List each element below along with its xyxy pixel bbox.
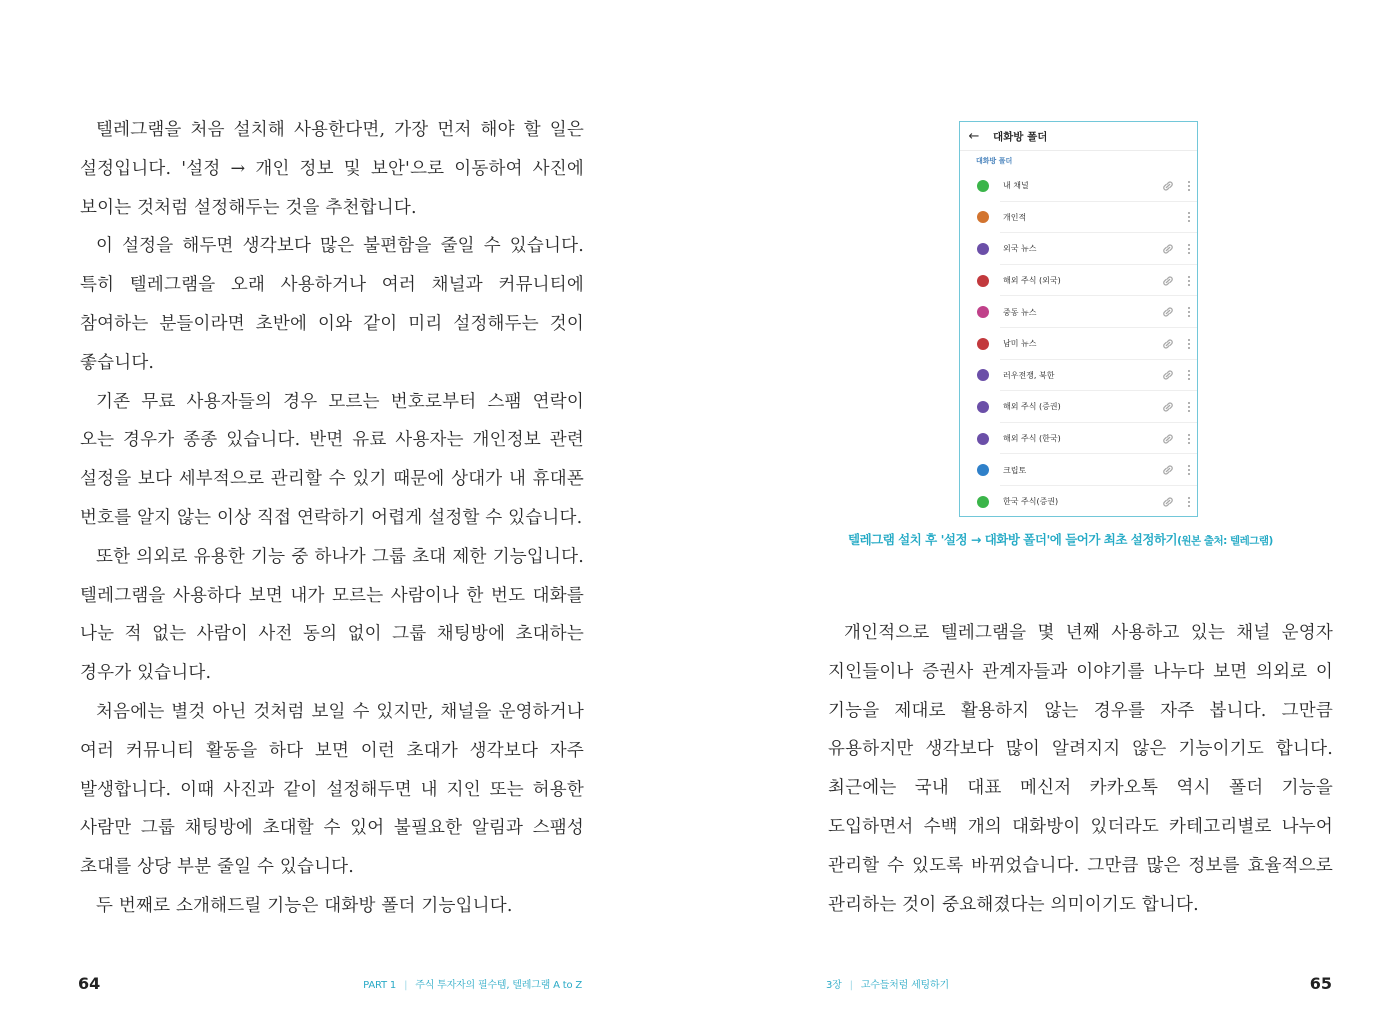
more-options-icon[interactable] xyxy=(1187,465,1190,475)
running-head-divider: | xyxy=(849,980,853,991)
folder-row[interactable] xyxy=(960,486,1197,517)
folder-row[interactable] xyxy=(960,328,1197,360)
screenshot-title: 대화방 폴더 xyxy=(993,130,1048,143)
paragraph: 기존 무료 사용자들의 경우 모르는 번호로부터 스팸 연락이 오는 경우가 종종 있습니다. 반면 유료 사용자는 개인정보 관련 설정을 보다 세부적으로 관리할 수 있기 때문에 상대가 내 휴대폰 번호를 알지 않는 이상 직접 연락하기 어렵게 설정할 수 있습니다. xyxy=(80,391,584,528)
folder-name: 해외 주식 (한국) xyxy=(1003,434,1061,444)
more-options-icon[interactable] xyxy=(1187,497,1190,507)
more-options-icon[interactable] xyxy=(1187,307,1190,317)
more-options-icon[interactable] xyxy=(1187,181,1190,191)
folder-name: 내 채널 xyxy=(1003,181,1029,191)
link-icon xyxy=(1161,402,1175,412)
folder-row[interactable] xyxy=(960,170,1197,202)
paragraph: 두 번째로 소개해드릴 기능은 대화방 폴더 기능입니다. xyxy=(96,895,513,916)
page-number: 64 xyxy=(78,974,101,993)
link-icon xyxy=(1161,212,1175,222)
more-options-icon[interactable] xyxy=(1187,244,1190,254)
running-head-part: PART 1 xyxy=(363,980,397,991)
back-arrow-icon: ← xyxy=(968,128,980,144)
folder-color-dot xyxy=(977,275,989,287)
folder-color-dot xyxy=(977,243,989,255)
folder-color-dot xyxy=(977,369,989,381)
paragraph: 이 설정을 해두면 생각보다 많은 불편함을 줄일 수 있습니다. 특히 텔레그램을 오래 사용하거나 여러 채널과 커뮤니티에 참여하는 분들이라면 초반에 이와 같이 미리 설정해두는 것이 좋습니다. xyxy=(80,236,584,373)
folder-row[interactable] xyxy=(960,296,1197,328)
folder-row[interactable] xyxy=(960,360,1197,392)
right-page xyxy=(690,0,1380,1034)
folder-name: 남미 뉴스 xyxy=(1003,339,1037,349)
folder-color-dot xyxy=(977,211,989,223)
paragraph: 또한 의외로 유용한 기능 중 하나가 그룹 초대 제한 기능입니다. 텔레그램을 사용하다 보면 내가 모르는 사람이나 한 번도 대화를 나눈 적 없는 사람이 사전 동의 없이 그룹 채팅방에 초대하는 경우가 있습니다. xyxy=(80,546,584,684)
folder-name: 개인적 xyxy=(1003,212,1027,222)
folder-name: 해외 주식 (외국) xyxy=(1003,276,1061,286)
running-head xyxy=(363,976,582,991)
folder-row[interactable] xyxy=(960,423,1197,455)
link-icon xyxy=(1161,497,1175,507)
folder-name: 러우전쟁, 북한 xyxy=(1003,370,1055,380)
folder-name: 중동 뉴스 xyxy=(1003,307,1037,317)
paragraph: 개인적으로 텔레그램을 몇 년째 사용하고 있는 채널 운영자 지인들이나 증권사 관계자들과 이야기를 나누다 보면 의외로 이 기능을 제대로 활용하지 않는 경우를 자주 봅니다. 그만큼 유용하지만 생각보다 많이 알려지지 않은 기능이기도 합니다. 최근에는 국내 대표 메신저 카카오톡 역시 폴더 기능을 도입하면서 수백 개의 대화방이 있더라도 카테고리별로 나누어 관리할 수 있도록 바뀌었습니다. 그만큼 많은 정보를 효율적으로 관리하는 것이 중요해졌다는 의미이기도 합니다. xyxy=(828,623,1333,915)
link-icon xyxy=(1161,434,1175,444)
link-icon xyxy=(1161,181,1175,191)
link-icon xyxy=(1161,307,1175,317)
page-number: 65 xyxy=(1309,974,1332,993)
folder-row[interactable] xyxy=(960,202,1197,234)
telegram-folders-screenshot xyxy=(959,121,1198,517)
folder-color-dot xyxy=(977,433,989,445)
folder-color-dot xyxy=(977,496,989,508)
folder-color-dot xyxy=(977,306,989,318)
folder-list xyxy=(960,170,1197,517)
running-head-title: 고수들처럼 세팅하기 xyxy=(860,980,949,991)
screenshot-header xyxy=(960,122,1197,151)
folder-color-dot xyxy=(977,180,989,192)
more-options-icon[interactable] xyxy=(1187,339,1190,349)
folder-row[interactable] xyxy=(960,233,1197,265)
paragraph: 처음에는 별것 아닌 것처럼 보일 수 있지만, 채널을 운영하거나 여러 커뮤니티 활동을 하다 보면 이런 초대가 생각보다 자주 발생합니다. 이때 사진과 같이 설정해두면 내 지인 또는 허용한 사람만 그룹 채팅방에 초대할 수 있어 불필요한 알림과 스팸성 초대를 상당 부분 줄일 수 있습니다. xyxy=(80,701,584,878)
more-options-icon[interactable] xyxy=(1187,212,1190,222)
folder-name: 해외 주식 (증권) xyxy=(1003,402,1061,412)
link-icon xyxy=(1161,244,1175,254)
folder-color-dot xyxy=(977,401,989,413)
running-head xyxy=(826,976,949,991)
more-options-icon[interactable] xyxy=(1187,434,1190,444)
folder-row[interactable] xyxy=(960,454,1197,486)
link-icon xyxy=(1161,339,1175,349)
running-head-divider: | xyxy=(404,980,408,991)
link-icon xyxy=(1161,276,1175,286)
caption-source: (원본 출처: 텔레그램) xyxy=(1177,535,1273,547)
paragraph: 텔레그램을 처음 설치해 사용한다면, 가장 먼저 해야 할 일은 설정입니다. '설정 → 개인 정보 및 보안'으로 이동하여 사진에 보이는 것처럼 설정해두는 것을 추천합니다. xyxy=(80,120,584,218)
more-options-icon[interactable] xyxy=(1187,276,1190,286)
folder-name: 외국 뉴스 xyxy=(1003,244,1037,254)
right-body-text xyxy=(828,614,1333,924)
more-options-icon[interactable] xyxy=(1187,370,1190,380)
link-icon xyxy=(1161,370,1175,380)
folder-color-dot xyxy=(977,464,989,476)
screenshot-section-label: 대화방 폴더 xyxy=(976,157,1013,165)
running-head-chapter: 3장 xyxy=(826,980,842,991)
link-icon xyxy=(1161,465,1175,475)
folder-name: 크립토 xyxy=(1003,465,1027,475)
figure-caption xyxy=(848,530,1273,548)
left-body-text xyxy=(80,111,584,926)
folder-row[interactable] xyxy=(960,265,1197,297)
folder-row[interactable] xyxy=(960,391,1197,423)
folder-color-dot xyxy=(977,338,989,350)
more-options-icon[interactable] xyxy=(1187,402,1190,412)
running-head-title: 주식 투자자의 필수템, 텔레그램 A to Z xyxy=(415,980,582,991)
folder-name: 한국 주식(증권) xyxy=(1003,497,1059,507)
caption-main: 텔레그램 설치 후 '설정 → 대화방 폴더'에 들어가 최초 설정하기 xyxy=(848,532,1178,547)
